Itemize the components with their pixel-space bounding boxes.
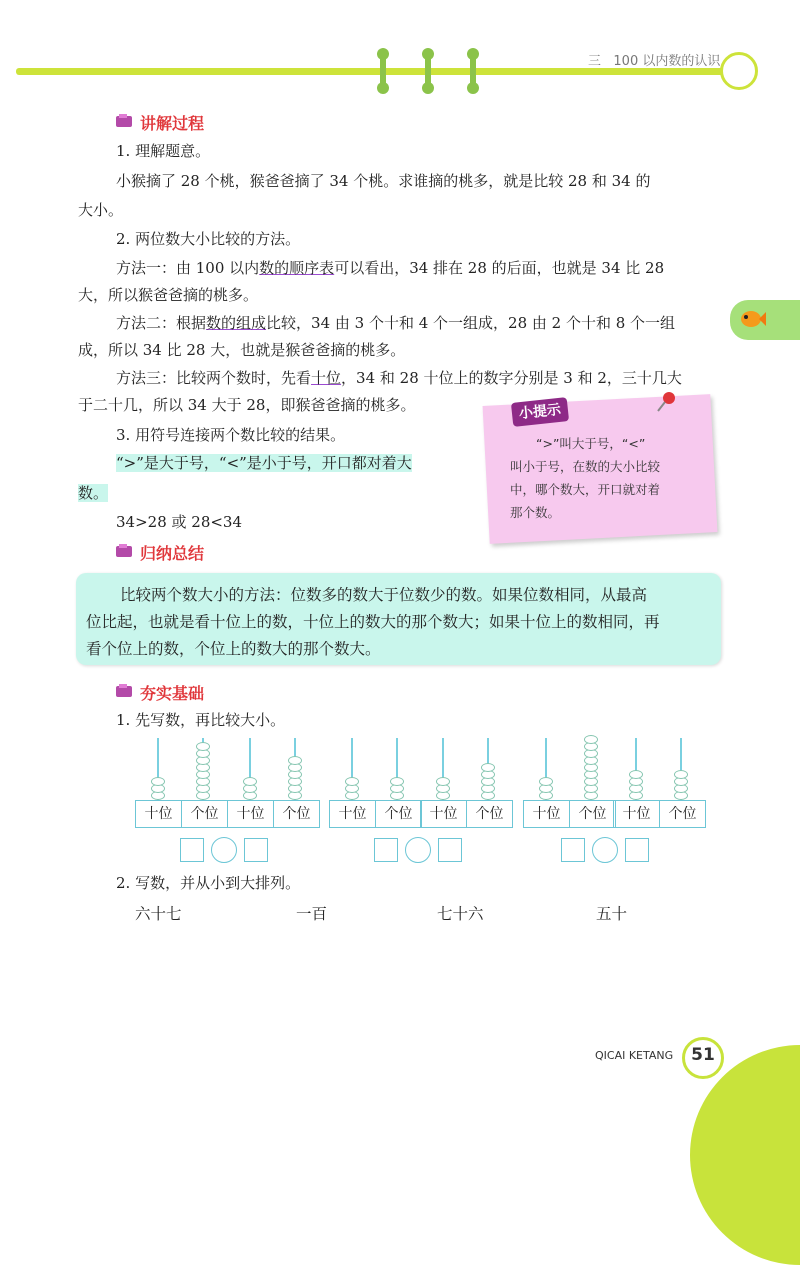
text-line: 小猴摘了 28 个桃，猴爸爸摘了 34 个桃。求谁摘的桃多，就是比较 28 和 34 的 (116, 172, 651, 190)
method-three (116, 368, 682, 388)
ones-label: 个位 (375, 801, 421, 827)
text-line: 于二十几，所以 34 大于 28，即猴爸爸摘的桃多。 (78, 396, 416, 414)
summary-line: 看个位上的数，个位上的数大的那个数大。 (86, 640, 381, 658)
question-one: 1. 先写数，再比较大小。 (116, 711, 286, 729)
highlight-text: “>”是大于号，“<”是小于号，开口都对着大 (116, 454, 412, 472)
abacus-bead (288, 756, 302, 765)
tip-line: 叫小于号，在数的大小比较 (510, 459, 661, 474)
number-word: 七十六 (437, 905, 484, 923)
abacus-bead (390, 777, 404, 786)
method-two (116, 313, 675, 333)
underlined-term: 数的组成 (206, 314, 267, 332)
binder-pin (380, 52, 386, 90)
tens-label: 十位 (338, 806, 367, 822)
answer-box[interactable] (180, 838, 204, 862)
abacus-bead (243, 777, 257, 786)
abacus-bead (539, 777, 553, 786)
tens-label: 十位 (532, 806, 561, 822)
text-line: 成，所以 34 比 28 大，也就是猴爸爸摘的桃多。 (78, 341, 406, 359)
tip-line: “>”叫大于号，“<” (536, 436, 646, 451)
highlight-line (116, 453, 412, 473)
method-one (116, 258, 664, 278)
tens-label: 十位 (622, 806, 651, 822)
answer-box[interactable] (625, 838, 649, 862)
page-number: 51 (691, 1045, 715, 1065)
abacus-bead (674, 770, 688, 779)
text-line: 2. 两位数大小比较的方法。 (116, 230, 301, 248)
text-span: 可以看出，34 排在 28 的后面，也就是 34 比 28 (334, 259, 665, 277)
section-title-explain: 讲解过程 (140, 114, 205, 133)
abacus-bead (481, 763, 495, 772)
abacus-bead (629, 770, 643, 779)
number-word: 一百 (296, 905, 328, 923)
ones-label: 个位 (181, 801, 227, 827)
highlight-line (78, 483, 108, 503)
place-value-table (420, 800, 513, 828)
text-span: 方法一：由 100 以内 (116, 259, 260, 277)
tip-line: 那个数。 (510, 505, 561, 520)
place-value-table (523, 800, 616, 828)
footer-brand: QICAI KETANG (595, 1049, 674, 1062)
tip-title: 小提示 (511, 397, 569, 427)
summary-line: 比较两个数大小的方法：位数多的数大于位数少的数。如果位数相同，从最高 (120, 586, 648, 604)
answer-box[interactable] (561, 838, 585, 862)
number-word: 六十七 (135, 905, 182, 923)
pushpin-icon (655, 390, 679, 414)
text-span: 方法二：根据 (116, 314, 207, 332)
ones-label: 个位 (273, 801, 319, 827)
underlined-term: 十位 (311, 369, 342, 387)
text-span: 方法三：比较两个数时，先看 (116, 369, 312, 387)
text-span: ，34 和 28 十位上的数字分别是 3 和 2，三十几大 (341, 369, 682, 387)
compare-circle[interactable] (211, 837, 237, 863)
number-word: 五十 (596, 905, 628, 923)
section-icon (115, 683, 135, 699)
compare-circle[interactable] (592, 837, 618, 863)
highlight-text: 数。 (78, 484, 109, 502)
text-line: 1. 理解题意。 (116, 142, 211, 160)
text-span: 比较，34 由 3 个十和 4 个一组成，28 由 2 个十和 8 个一组 (266, 314, 676, 332)
place-value-table (227, 800, 320, 828)
question-two: 2. 写数，并从小到大排列。 (116, 874, 301, 892)
underlined-term: 数的顺序表 (259, 259, 335, 277)
ones-label: 个位 (466, 801, 512, 827)
ones-label: 个位 (659, 801, 705, 827)
tip-text (510, 432, 710, 524)
section-icon (115, 543, 135, 559)
section-title-summary: 归纳总结 (140, 544, 205, 563)
text-line: 大小。 (78, 201, 124, 219)
ones-label: 个位 (569, 801, 615, 827)
header-logo (720, 52, 758, 90)
abacus-bead (196, 742, 210, 751)
chapter-title: 三 100 以内数的认识 (588, 54, 721, 69)
fish-icon (740, 308, 766, 330)
tens-label: 十位 (429, 806, 458, 822)
abacus-bead (584, 735, 598, 744)
binder-pin (470, 52, 476, 90)
text-line: 3. 用符号连接两个数比较的结果。 (116, 426, 346, 444)
summary-line: 位比起，也就是看十位上的数，十位上的数大的那个数大；如果十位上的数相同，再 (86, 613, 660, 631)
comparison-result: 34>28 或 28<34 (116, 513, 243, 531)
section-title-basics: 夯实基础 (140, 684, 205, 703)
place-value-table (613, 800, 706, 828)
answer-box[interactable] (374, 838, 398, 862)
abacus-bead (345, 777, 359, 786)
answer-box[interactable] (244, 838, 268, 862)
tens-label: 十位 (144, 806, 173, 822)
binder-pin (425, 52, 431, 90)
answer-box[interactable] (438, 838, 462, 862)
place-value-table (135, 800, 228, 828)
compare-circle[interactable] (405, 837, 431, 863)
text-line: 大，所以猴爸爸摘的桃多。 (78, 286, 259, 304)
summary-text (86, 582, 716, 663)
place-value-table (329, 800, 422, 828)
section-icon (115, 113, 135, 129)
tens-label: 十位 (236, 806, 265, 822)
tip-line: 中，哪个数大，开口就对着 (510, 482, 661, 497)
abacus-bead (436, 777, 450, 786)
abacus-bead (151, 777, 165, 786)
